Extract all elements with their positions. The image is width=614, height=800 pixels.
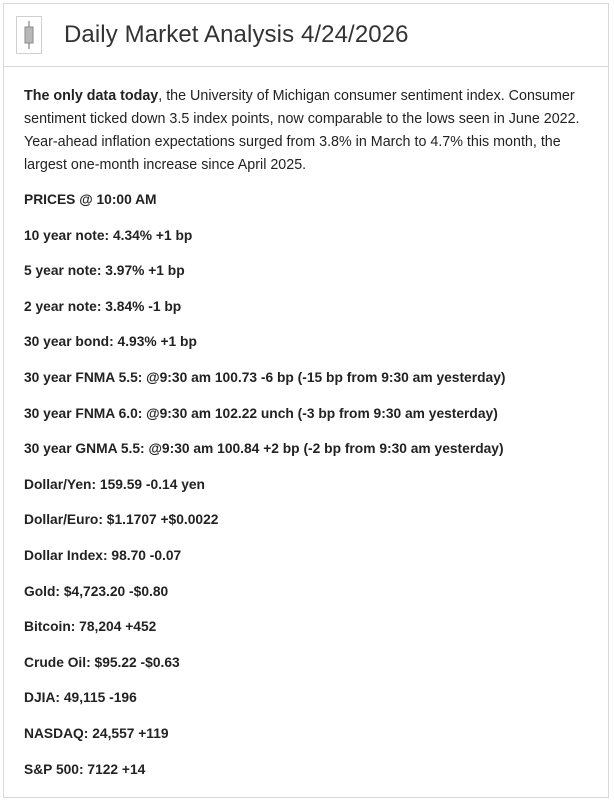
article-header (4, 4, 608, 67)
price-row-5yr-note: 5 year note: 3.97% +1 bp (24, 263, 185, 279)
price-row-bitcoin: Bitcoin: 78,204 +452 (24, 619, 157, 635)
candlestick-chart-icon (16, 16, 42, 54)
price-row-gold: Gold: $4,723.20 -$0.80 (24, 583, 169, 599)
article-card (3, 3, 609, 798)
article-body (4, 67, 608, 793)
price-row-nasdaq: NASDAQ: 24,557 +119 (24, 725, 169, 741)
price-row-gnma-5-5: 30 year GNMA 5.5: @9:30 am 100.84 +2 bp (-2 bp from 9:30 am yesterday) (24, 441, 504, 457)
page-title: Daily Market Analysis 4/24/2026 (64, 21, 409, 48)
price-row-10yr-note: 10 year note: 4.34% +1 bp (24, 227, 193, 243)
intro-lead: The only data today (24, 88, 159, 104)
price-row-dollar-euro: Dollar/Euro: $1.1707 +$0.0022 (24, 512, 219, 528)
price-row-djia: DJIA: 49,115 -196 (24, 690, 137, 706)
price-row-fnma-6-0: 30 year FNMA 6.0: @9:30 am 102.22 unch (-3 bp from 9:30 am yesterday) (24, 405, 498, 421)
price-row-crude-oil: Crude Oil: $95.22 -$0.63 (24, 654, 180, 670)
intro-paragraph (24, 85, 590, 177)
price-row-sp500: S&P 500: 7122 +14 (24, 761, 146, 777)
price-row-2yr-note: 2 year note: 3.84% -1 bp (24, 298, 182, 314)
price-row-30yr-bond: 30 year bond: 4.93% +1 bp (24, 334, 197, 350)
price-row-dollar-index: Dollar Index: 98.70 -0.07 (24, 547, 182, 563)
price-row-fnma-5-5: 30 year FNMA 5.5: @9:30 am 100.73 -6 bp (-15 bp from 9:30 am yesterday) (24, 369, 506, 385)
price-row-dollar-yen: Dollar/Yen: 159.59 -0.14 yen (24, 476, 205, 492)
intro-text: , the University of Michigan consumer sentiment index. Consumer sentiment ticked down 3.5 index points, now comparable to the lows seen in June 2022. Year-ahead inflation expectations surged from 3.8% in March to 4.7% this month, the largest one-month increase since April 2025. (24, 88, 580, 173)
prices-heading: PRICES @ 10:00 AM (24, 192, 157, 207)
